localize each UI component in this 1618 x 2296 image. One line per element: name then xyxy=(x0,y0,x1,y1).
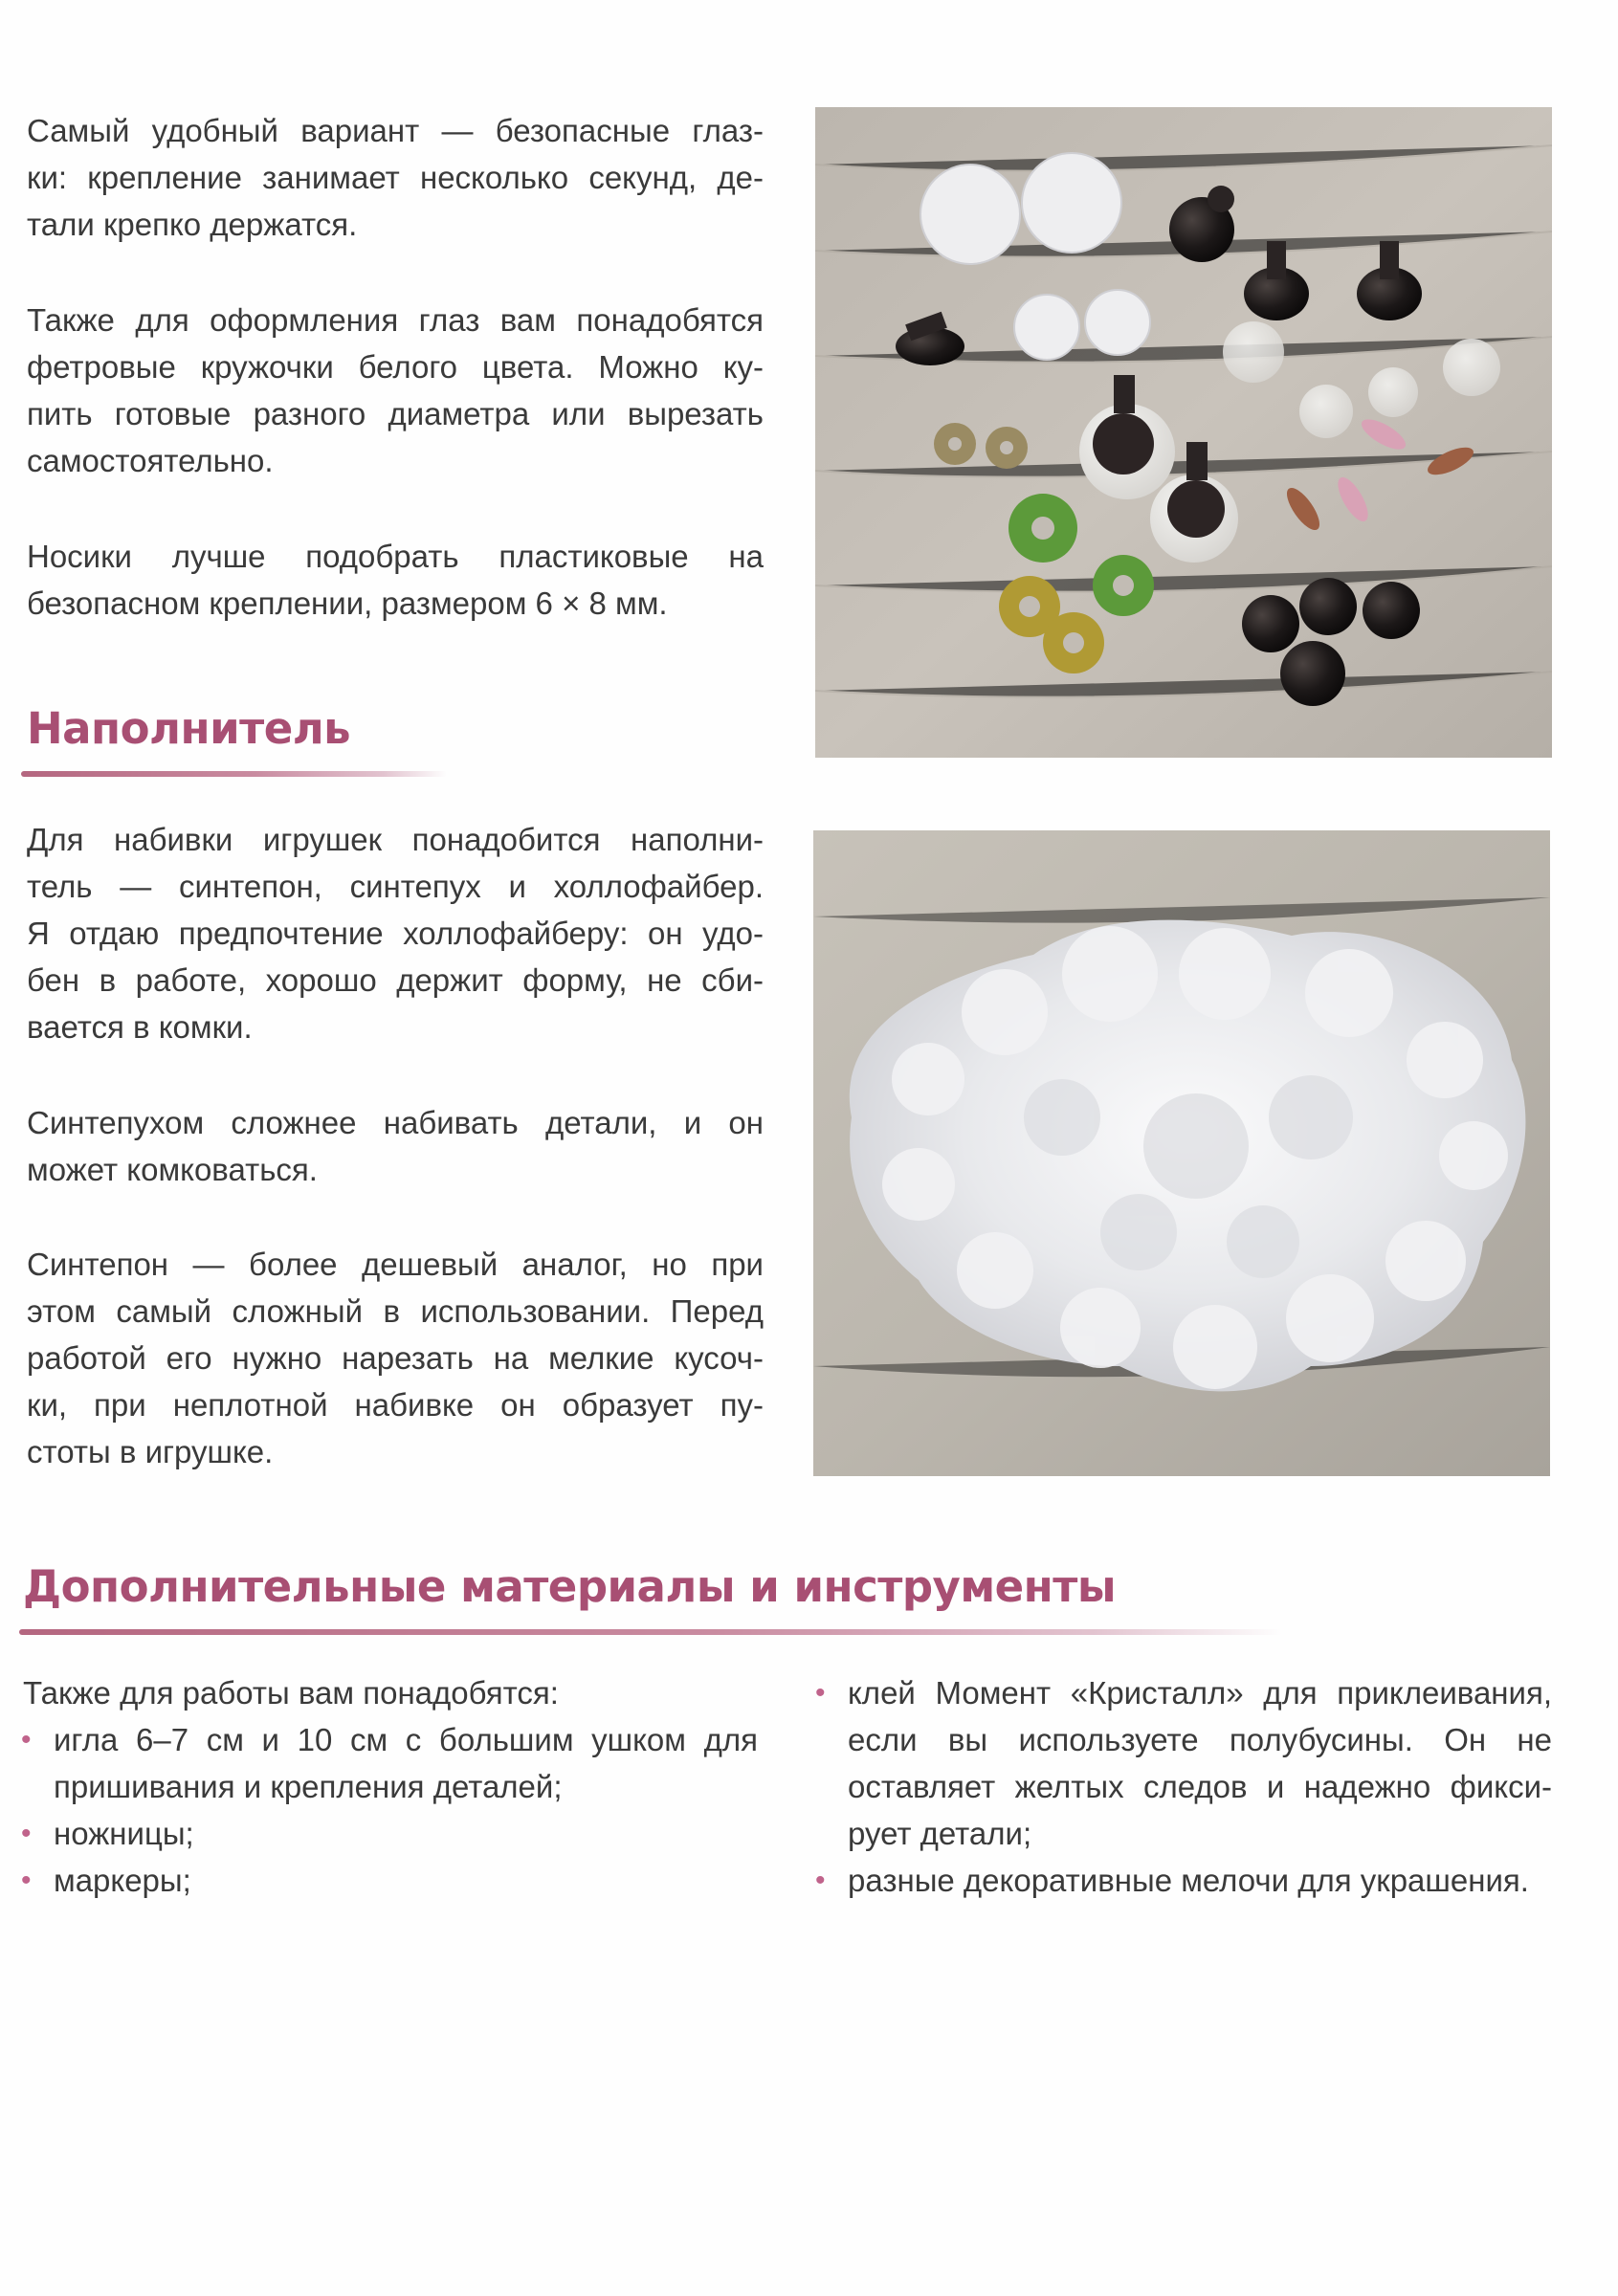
tools-heading: Дополнительные материалы и инструменты xyxy=(23,1561,1117,1612)
bullet-icon: • xyxy=(815,1677,826,1709)
list-item: • маркеры; xyxy=(21,1857,758,1904)
bullet-icon: • xyxy=(21,1818,32,1849)
bullet-icon: • xyxy=(21,1865,32,1896)
filler-paragraph-2: Синтепухом сложнее набивать детали, и он может комковаться. xyxy=(27,1105,764,1187)
intro-paragraph-2: Также для оформления глаз вам понадобятся фетровые кружочки белого цвета. Можно ку- пить готовые разного диаметра или вырезать самостоятельно. xyxy=(27,302,764,478)
tools-heading-underline xyxy=(19,1629,1282,1635)
intro-paragraph-1: Самый удобный вариант — безопасные глаз- ки: крепление занимает несколько секунд, де- тали крепко держатся. xyxy=(27,113,764,242)
safety-eyes-photo xyxy=(815,107,1552,758)
intro-paragraph-3: Носики лучше подобрать пластиковые на безопасном креплении, размером 6 × 8 мм. xyxy=(27,539,764,621)
list-item: • игла 6–7 см и 10 см с большим ушком для пришивания и крепления деталей; xyxy=(21,1716,758,1810)
bullet-icon: • xyxy=(21,1724,32,1755)
filler-heading-underline xyxy=(21,771,447,777)
list-item: • разные декоративные мелочи для украшения. xyxy=(815,1857,1552,1904)
filler-heading: Наполнитель xyxy=(27,703,351,754)
bullet-icon: • xyxy=(815,1865,826,1896)
tools-list-left xyxy=(21,1716,758,1904)
tools-intro: Также для работы вам понадобятся: xyxy=(23,1675,559,1711)
filler-photo xyxy=(813,830,1550,1476)
tools-list-right xyxy=(815,1669,1552,1904)
list-item: • клей Момент «Кристалл» для приклеивания, если вы используете полубусины. Он не оставляет желтых следов и надежно фикси- рует детали; xyxy=(815,1669,1552,1857)
filler-paragraph-1: Для набивки игрушек понадобится наполни- тель — синтепон, синтепух и холлофайбер. Я отдаю предпочтение холлофайберу: он удо- бен в работе, хорошо держит форму, не сби- вается в комки. xyxy=(27,822,764,1045)
list-item: • ножницы; xyxy=(21,1810,758,1857)
filler-paragraph-3: Синтепон — более дешевый аналог, но при этом самый сложный в использовании. Перед работой его нужно нарезать на мелкие кусоч- ки, при неплотной набивке он образует пу- стоты в игрушке. xyxy=(27,1247,764,1469)
